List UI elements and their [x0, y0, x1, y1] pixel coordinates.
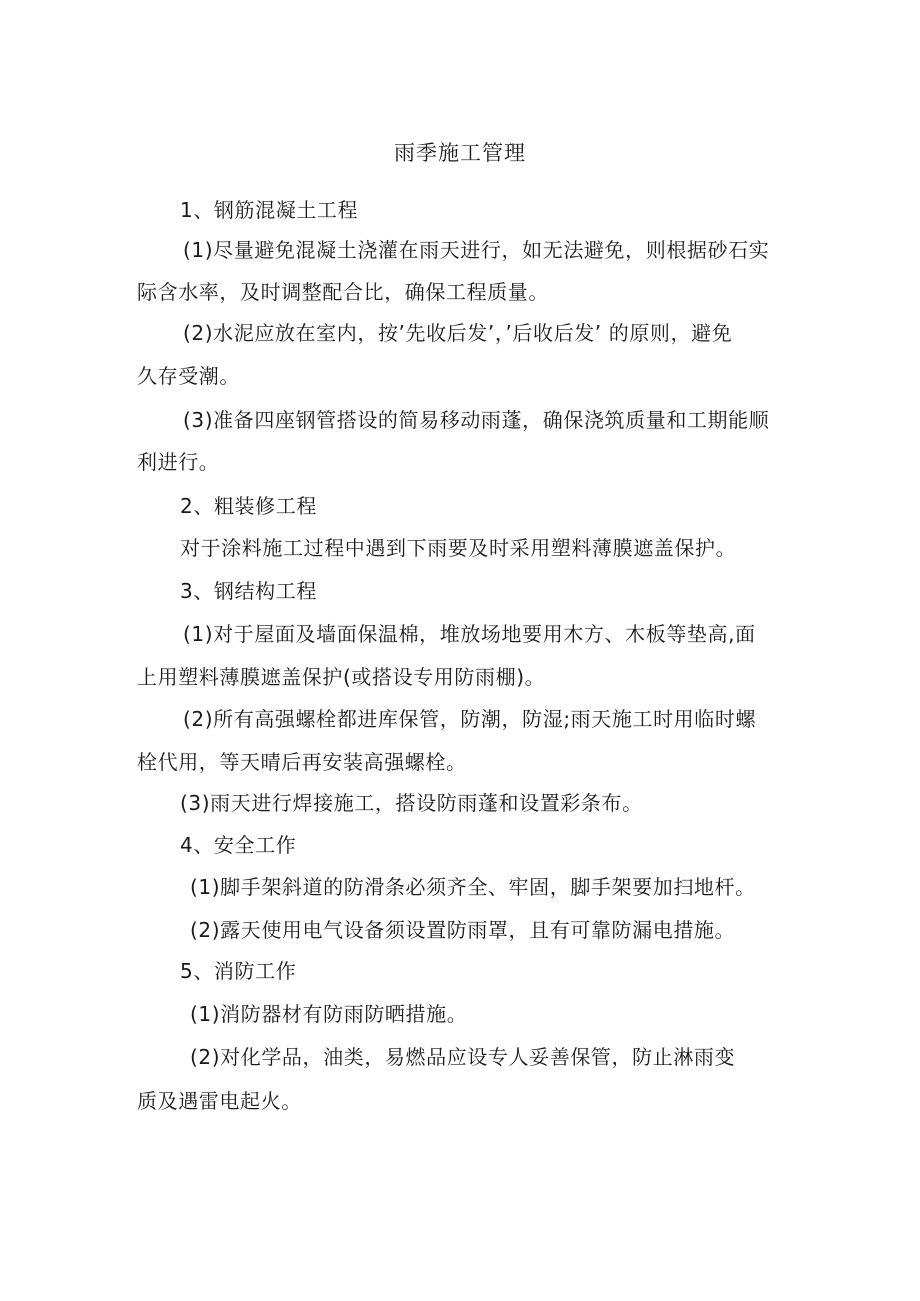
paragraph-line: 上用塑料薄膜遮盖保护(或搭设专用防雨棚)。 — [137, 665, 546, 689]
paragraph-line: 久存受潮。 — [137, 364, 240, 388]
paragraph-line: (2)露天使用电气设备须设置防雨罩，且有可靠防漏电措施。 — [190, 918, 736, 942]
section-heading: 4、安全工作 — [180, 833, 297, 857]
document-title: 雨季施工管理 — [394, 141, 526, 165]
section-heading: 2、粗装修工程 — [180, 494, 317, 518]
paragraph-line: (3)准备四座钢管搭设的简易移动雨蓬，确保浇筑质量和工期能顺 — [183, 408, 770, 432]
paragraph-line: 栓代用，等天晴后再安装高强螺栓。 — [137, 750, 467, 774]
paragraph-line: (1)脚手架斜道的防滑条必须齐全、牢固，脚手架要加扫地杆。 — [190, 875, 756, 899]
paragraph-line: 质及遇雷电起火。 — [137, 1089, 302, 1113]
paragraph-line: 对于涂料施工过程中遇到下雨要及时采用塑料薄膜遮盖保护。 — [180, 536, 737, 560]
paragraph-line: (2)对化学品，油类，易燃品应设专人妥善保管，防止淋雨变 — [190, 1045, 736, 1069]
section-heading: 1、钢筋混凝土工程 — [180, 198, 359, 222]
section-heading: 3、钢结构工程 — [180, 579, 317, 603]
paragraph-line: 利进行。 — [137, 450, 220, 474]
paragraph-line: (1)消防器材有防雨防晒措施。 — [190, 1002, 468, 1026]
paragraph-line: (3)雨天进行焊接施工，搭设防雨蓬和设置彩条布。 — [180, 791, 643, 815]
paragraph-line: (1)尽量避免混凝土浇灌在雨天进行，如无法避免，则根据砂石实 — [183, 238, 770, 262]
paragraph-line: (2)所有高强螺栓都进库保管，防潮，防湿;雨天施工时用临时螺 — [183, 707, 757, 731]
paragraph-line: (1)对于屋面及墙面保温棉，堆放场地要用木方、木板等垫高,面 — [183, 622, 756, 646]
paragraph-line: (2)水泥应放在室内，按’先收后发’，’后收后发’ 的原则，避免 — [183, 321, 733, 345]
section-heading: 5、消防工作 — [180, 959, 297, 983]
paragraph-line: 际含水率，及时调整配合比，确保工程质量。 — [137, 280, 549, 304]
